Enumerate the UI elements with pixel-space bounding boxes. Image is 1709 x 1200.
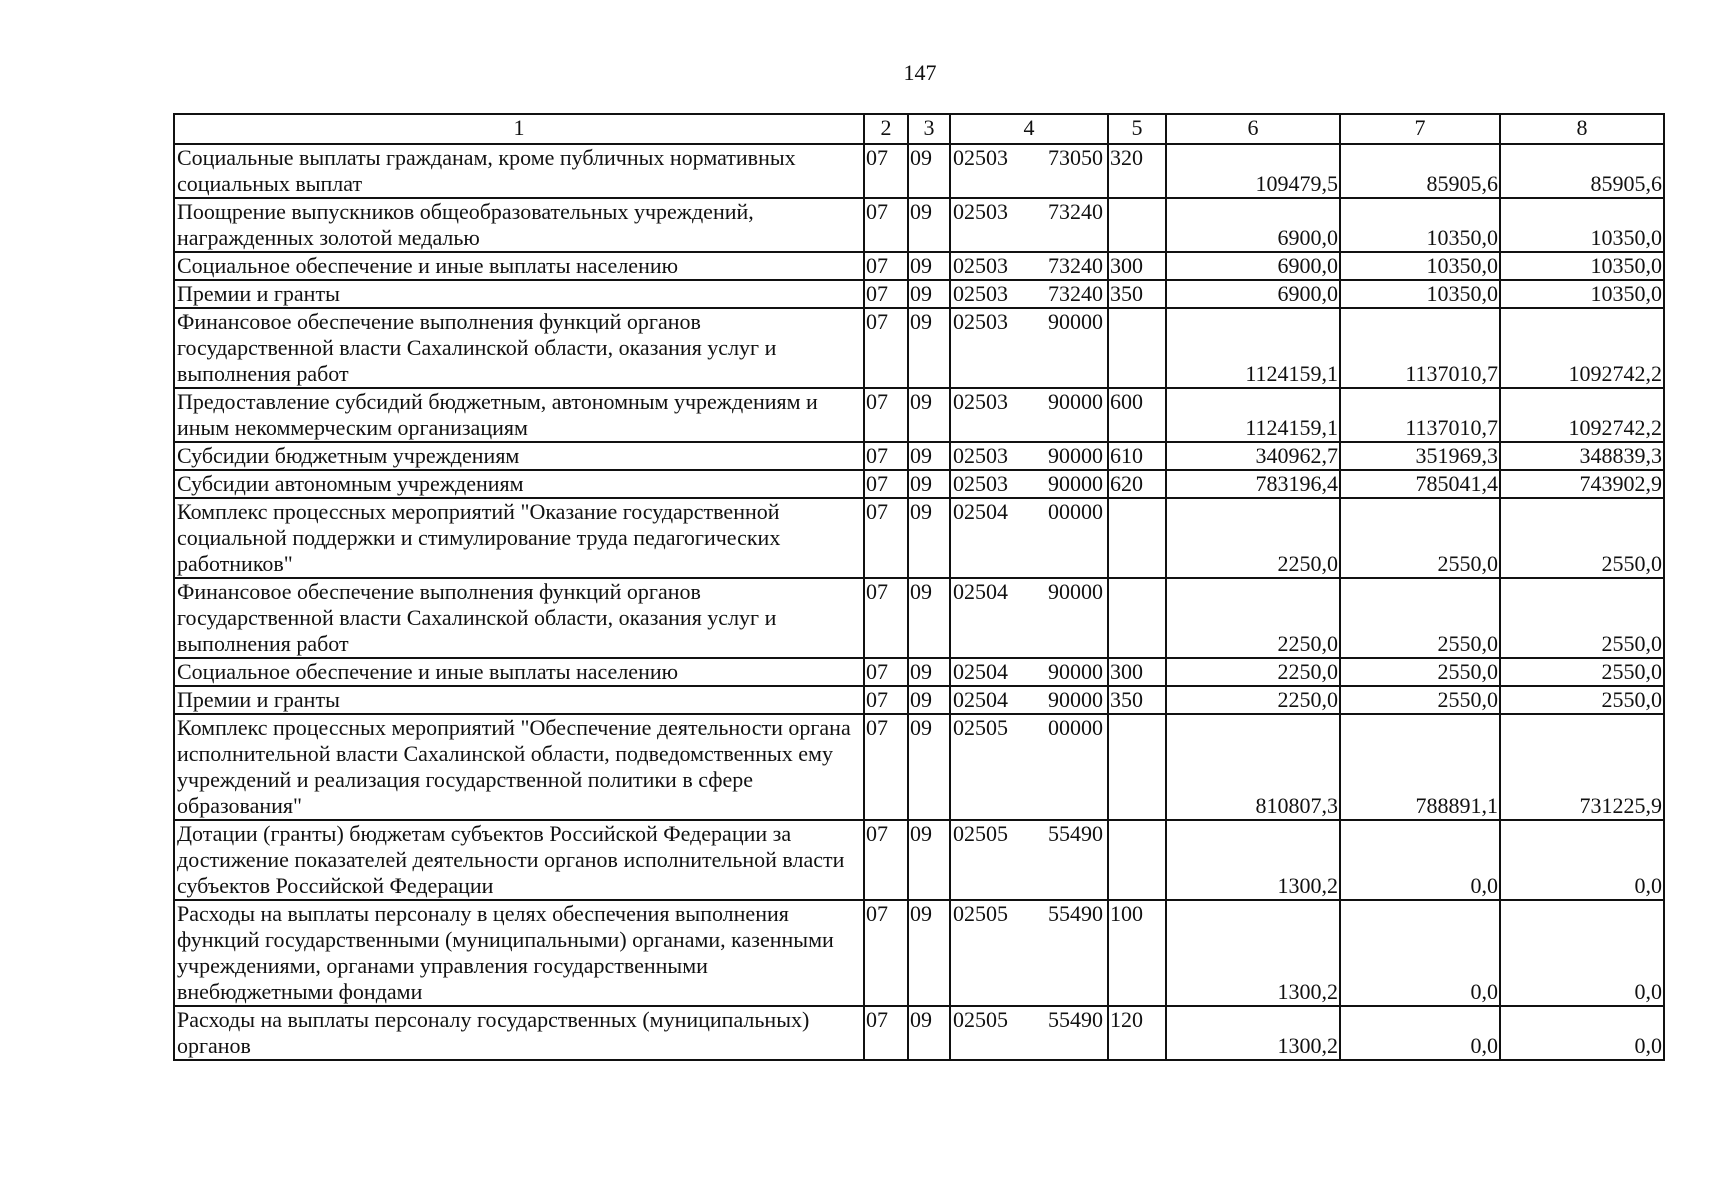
amount-col-7: 1137010,7	[1340, 308, 1500, 388]
budget-table	[173, 113, 1665, 1061]
section-code: 07	[864, 198, 908, 252]
row-name: Расходы на выплаты персоналу государственных (муниципальных) органов	[174, 1006, 864, 1060]
section-code: 07	[864, 252, 908, 280]
header-row	[174, 114, 1664, 144]
program-code: 02503	[953, 199, 1008, 224]
amount-col-8: 0,0	[1500, 820, 1664, 900]
subsection-code: 09	[908, 820, 950, 900]
amount-col-6: 6900,0	[1166, 198, 1340, 252]
subsection-code: 09	[908, 388, 950, 442]
amount-col-6: 1300,2	[1166, 900, 1340, 1006]
program-code: 02503	[953, 145, 1008, 170]
program-code: 02505	[953, 1007, 1008, 1032]
program-code: 02505	[953, 715, 1008, 740]
program-code: 02505	[953, 901, 1008, 926]
target-article-code	[950, 280, 1108, 308]
table-row	[174, 578, 1664, 658]
table-row	[174, 442, 1664, 470]
section-code: 07	[864, 388, 908, 442]
amount-col-6: 2250,0	[1166, 658, 1340, 686]
expense-type-code: 610	[1108, 442, 1166, 470]
amount-col-7: 10350,0	[1340, 252, 1500, 280]
column-header: 2	[864, 114, 908, 144]
direction-code: 00000	[1048, 499, 1103, 524]
expense-type-code: 320	[1108, 144, 1166, 198]
table-row	[174, 498, 1664, 578]
table-row	[174, 144, 1664, 198]
row-name: Дотации (гранты) бюджетам субъектов Российской Федерации за достижение показателей деятельности органов исполнительной власти субъектов Российской Федерации	[174, 820, 864, 900]
direction-code: 90000	[1048, 687, 1103, 712]
column-header: 8	[1500, 114, 1664, 144]
section-code: 07	[864, 578, 908, 658]
amount-col-7: 1137010,7	[1340, 388, 1500, 442]
amount-col-8: 743902,9	[1500, 470, 1664, 498]
row-name: Субсидии автономным учреждениям	[174, 470, 864, 498]
table-row	[174, 280, 1664, 308]
subsection-code: 09	[908, 900, 950, 1006]
amount-col-7: 0,0	[1340, 1006, 1500, 1060]
table-row	[174, 820, 1664, 900]
program-code: 02503	[953, 389, 1008, 414]
amount-col-6: 6900,0	[1166, 280, 1340, 308]
subsection-code: 09	[908, 578, 950, 658]
amount-col-8: 10350,0	[1500, 252, 1664, 280]
amount-col-6: 2250,0	[1166, 498, 1340, 578]
row-name: Предоставление субсидий бюджетным, автономным учреждениям и иным некоммерческим организациям	[174, 388, 864, 442]
row-name: Социальное обеспечение и иные выплаты населению	[174, 658, 864, 686]
direction-code: 00000	[1048, 715, 1103, 740]
subsection-code: 09	[908, 686, 950, 714]
subsection-code: 09	[908, 1006, 950, 1060]
target-article-code	[950, 198, 1108, 252]
table-row	[174, 714, 1664, 820]
direction-code: 55490	[1048, 901, 1103, 926]
section-code: 07	[864, 308, 908, 388]
amount-col-6: 1124159,1	[1166, 388, 1340, 442]
expense-type-code	[1108, 308, 1166, 388]
table-row	[174, 470, 1664, 498]
table-row	[174, 252, 1664, 280]
row-name: Премии и гранты	[174, 686, 864, 714]
subsection-code: 09	[908, 470, 950, 498]
page-number: 147	[903, 60, 937, 85]
amount-col-6: 1300,2	[1166, 820, 1340, 900]
subsection-code: 09	[908, 308, 950, 388]
expense-type-code	[1108, 198, 1166, 252]
section-code: 07	[864, 658, 908, 686]
expense-type-code	[1108, 714, 1166, 820]
amount-col-8: 85905,6	[1500, 144, 1664, 198]
subsection-code: 09	[908, 252, 950, 280]
amount-col-8: 0,0	[1500, 900, 1664, 1006]
section-code: 07	[864, 714, 908, 820]
target-article-code	[950, 252, 1108, 280]
row-name: Социальные выплаты гражданам, кроме публичных нормативных социальных выплат	[174, 144, 864, 198]
amount-col-7: 85905,6	[1340, 144, 1500, 198]
subsection-code: 09	[908, 714, 950, 820]
program-code: 02504	[953, 687, 1008, 712]
amount-col-7: 2550,0	[1340, 498, 1500, 578]
section-code: 07	[864, 900, 908, 1006]
program-code: 02503	[953, 443, 1008, 468]
table-row	[174, 388, 1664, 442]
subsection-code: 09	[908, 498, 950, 578]
amount-col-7: 785041,4	[1340, 470, 1500, 498]
expense-type-code: 300	[1108, 658, 1166, 686]
direction-code: 73240	[1048, 281, 1103, 306]
row-name: Субсидии бюджетным учреждениям	[174, 442, 864, 470]
subsection-code: 09	[908, 280, 950, 308]
target-article-code	[950, 714, 1108, 820]
subsection-code: 09	[908, 144, 950, 198]
row-name: Поощрение выпускников общеобразовательных учреждений, награжденных золотой медалью	[174, 198, 864, 252]
expense-type-code	[1108, 820, 1166, 900]
program-code: 02504	[953, 659, 1008, 684]
amount-col-7: 2550,0	[1340, 658, 1500, 686]
expense-type-code: 600	[1108, 388, 1166, 442]
amount-col-6: 810807,3	[1166, 714, 1340, 820]
section-code: 07	[864, 280, 908, 308]
row-name: Расходы на выплаты персоналу в целях обеспечения выполнения функций государственными (муниципальными) органами, казенными учреждениями, органами управления государственными внебюджетными фондами	[174, 900, 864, 1006]
column-header: 3	[908, 114, 950, 144]
amount-col-6: 783196,4	[1166, 470, 1340, 498]
program-code: 02503	[953, 309, 1008, 334]
expense-type-code	[1108, 498, 1166, 578]
amount-col-7: 0,0	[1340, 900, 1500, 1006]
amount-col-8: 2550,0	[1500, 686, 1664, 714]
expense-type-code: 120	[1108, 1006, 1166, 1060]
subsection-code: 09	[908, 198, 950, 252]
amount-col-8: 2550,0	[1500, 658, 1664, 686]
expense-type-code: 100	[1108, 900, 1166, 1006]
program-code: 02504	[953, 499, 1008, 524]
table-row	[174, 198, 1664, 252]
section-code: 07	[864, 442, 908, 470]
amount-col-6: 1124159,1	[1166, 308, 1340, 388]
amount-col-6: 109479,5	[1166, 144, 1340, 198]
target-article-code	[950, 388, 1108, 442]
column-header: 6	[1166, 114, 1340, 144]
section-code: 07	[864, 686, 908, 714]
table-row	[174, 658, 1664, 686]
direction-code: 55490	[1048, 1007, 1103, 1032]
target-article-code	[950, 144, 1108, 198]
direction-code: 73240	[1048, 199, 1103, 224]
row-name: Премии и гранты	[174, 280, 864, 308]
column-header: 1	[174, 114, 864, 144]
expense-type-code: 620	[1108, 470, 1166, 498]
program-code: 02503	[953, 471, 1008, 496]
amount-col-6: 2250,0	[1166, 578, 1340, 658]
expense-type-code	[1108, 578, 1166, 658]
amount-col-8: 2550,0	[1500, 498, 1664, 578]
section-code: 07	[864, 498, 908, 578]
target-article-code	[950, 578, 1108, 658]
section-code: 07	[864, 144, 908, 198]
amount-col-7: 2550,0	[1340, 686, 1500, 714]
row-name: Комплекс процессных мероприятий "Оказание государственной социальной поддержки и стимулирование труда педагогических работников"	[174, 498, 864, 578]
column-header: 4	[950, 114, 1108, 144]
amount-col-8: 10350,0	[1500, 280, 1664, 308]
table-body	[174, 114, 1664, 1060]
column-header: 5	[1108, 114, 1166, 144]
expense-type-code: 300	[1108, 252, 1166, 280]
direction-code: 55490	[1048, 821, 1103, 846]
column-header: 7	[1340, 114, 1500, 144]
program-code: 02504	[953, 579, 1008, 604]
program-code: 02503	[953, 281, 1008, 306]
row-name: Финансовое обеспечение выполнения функций органов государственной власти Сахалинской области, оказания услуг и выполнения работ	[174, 308, 864, 388]
target-article-code	[950, 308, 1108, 388]
subsection-code: 09	[908, 658, 950, 686]
amount-col-7: 10350,0	[1340, 198, 1500, 252]
target-article-code	[950, 1006, 1108, 1060]
direction-code: 90000	[1048, 443, 1103, 468]
direction-code: 90000	[1048, 659, 1103, 684]
program-code: 02505	[953, 821, 1008, 846]
section-code: 07	[864, 820, 908, 900]
amount-col-8: 1092742,2	[1500, 308, 1664, 388]
row-name: Социальное обеспечение и иные выплаты населению	[174, 252, 864, 280]
target-article-code	[950, 498, 1108, 578]
target-article-code	[950, 658, 1108, 686]
direction-code: 90000	[1048, 389, 1103, 414]
amount-col-7: 10350,0	[1340, 280, 1500, 308]
direction-code: 90000	[1048, 309, 1103, 334]
expense-type-code: 350	[1108, 686, 1166, 714]
direction-code: 73240	[1048, 253, 1103, 278]
amount-col-6: 340962,7	[1166, 442, 1340, 470]
program-code: 02503	[953, 253, 1008, 278]
amount-col-6: 1300,2	[1166, 1006, 1340, 1060]
expense-type-code: 350	[1108, 280, 1166, 308]
row-name: Финансовое обеспечение выполнения функций органов государственной власти Сахалинской области, оказания услуг и выполнения работ	[174, 578, 864, 658]
amount-col-8: 0,0	[1500, 1006, 1664, 1060]
amount-col-7: 788891,1	[1340, 714, 1500, 820]
target-article-code	[950, 900, 1108, 1006]
table-row	[174, 308, 1664, 388]
amount-col-7: 2550,0	[1340, 578, 1500, 658]
direction-code: 90000	[1048, 579, 1103, 604]
section-code: 07	[864, 1006, 908, 1060]
target-article-code	[950, 820, 1108, 900]
amount-col-8: 10350,0	[1500, 198, 1664, 252]
amount-col-8: 348839,3	[1500, 442, 1664, 470]
direction-code: 73050	[1048, 145, 1103, 170]
amount-col-8: 1092742,2	[1500, 388, 1664, 442]
target-article-code	[950, 686, 1108, 714]
row-name: Комплекс процессных мероприятий "Обеспечение деятельности органа исполнительной власти Сахалинской области, подведомственных ему учреждений и реализация государственной политики в сфере образования"	[174, 714, 864, 820]
subsection-code: 09	[908, 442, 950, 470]
target-article-code	[950, 470, 1108, 498]
amount-col-8: 2550,0	[1500, 578, 1664, 658]
amount-col-6: 6900,0	[1166, 252, 1340, 280]
amount-col-8: 731225,9	[1500, 714, 1664, 820]
target-article-code	[950, 442, 1108, 470]
section-code: 07	[864, 470, 908, 498]
amount-col-6: 2250,0	[1166, 686, 1340, 714]
table-row	[174, 1006, 1664, 1060]
direction-code: 90000	[1048, 471, 1103, 496]
table-row	[174, 900, 1664, 1006]
amount-col-7: 351969,3	[1340, 442, 1500, 470]
amount-col-7: 0,0	[1340, 820, 1500, 900]
table-row	[174, 686, 1664, 714]
